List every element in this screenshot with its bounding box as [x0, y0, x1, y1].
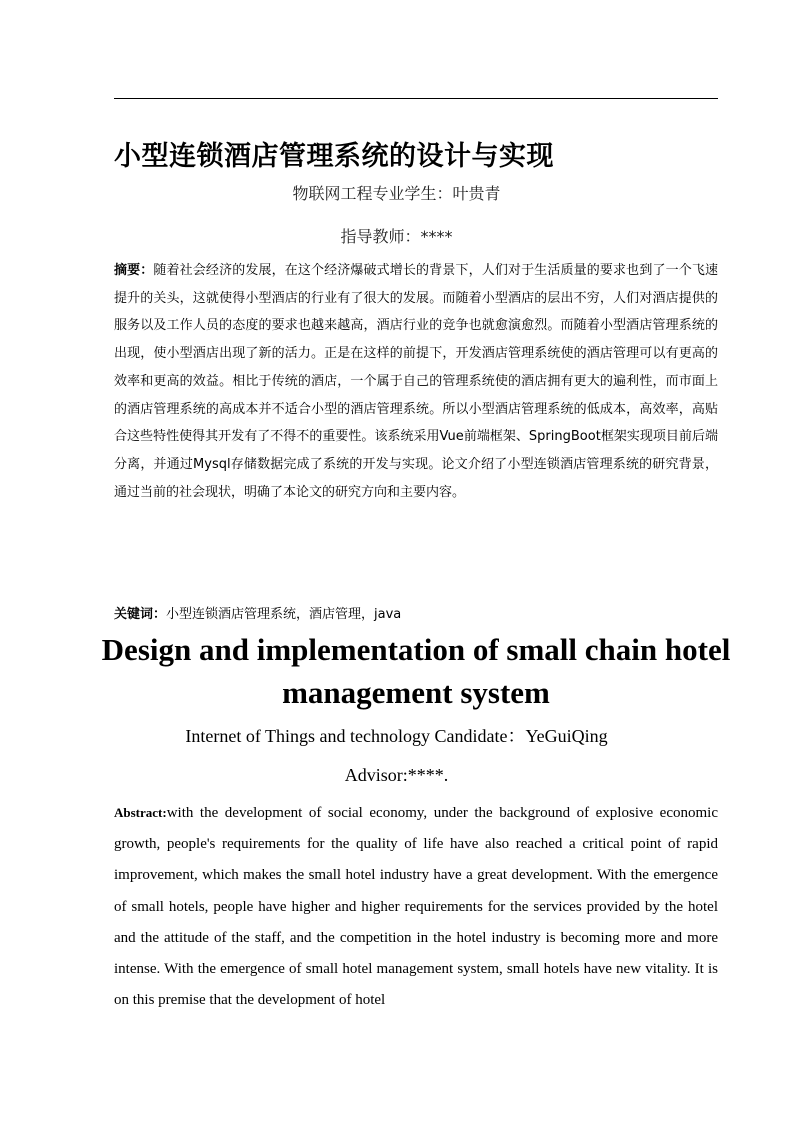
english-advisor-line: Advisor:****. [344, 765, 449, 785]
chinese-keywords-label: 关键词： [114, 607, 167, 622]
english-title: Design and implementation of small chain hotel management system [101, 632, 731, 710]
english-abstract-text: with the development of social economy, under the background of explosive economic growth, people's requirements for the quality of life have also reached a critical point of rapid improvement, which makes the small hotel industry have a great development. With the emergence of small hotels, people have higher and higher requirements for the services provided by the hotel and the attitude of the staff, and the competition in the hotel industry is becoming more and more intense. With the emergence of small hotel management system, small hotels have new vitality. It is on this premise that the development of hotel [114, 805, 718, 1009]
chinese-author-line: 物联网工程专业学生：叶贵青 [292, 184, 501, 203]
chinese-advisor-line: 指导教师：**** [340, 227, 453, 246]
chinese-title: 小型连锁酒店管理系统的设计与实现 [114, 141, 554, 172]
english-abstract [114, 797, 718, 1016]
chinese-abstract-text: 随着社会经济的发展，在这个经济爆破式增长的背景下，人们对于生活质量的要求也到了一个飞速提升的关头，这就使得小型酒店的行业有了很大的发展。而随着小型酒店的层出不穷，人们对酒店提供的服务以及工作人员的态度的要求也越来越高，酒店行业的竞争也就愈演愈烈。而随着小型酒店管理系统的出现，使小型酒店出现了新的活力。正是在这样的前提下，开发酒店管理系统使的酒店管理可以有更高的效率和更高的效益。相比于传统的酒店，一个属于自己的管理系统使的酒店拥有更大的遍利性，而市面上的酒店管理系统的高成本并不适合小型的酒店管理系统。所以小型酒店管理系统的低成本，高效率，高贴合这些特性使得其开发有了不得不的重要性。该系统采用Vue前端框架、SpringBoot框架实现项目前后端分离，并通过Mysql存储数据完成了系统的开发与实现。论文介绍了小型连锁酒店管理系统的研究背景，通过当前的社会现状，明确了本论文的研究方向和主要内容。 [114, 263, 718, 500]
chinese-abstract [114, 257, 718, 506]
chinese-keywords [114, 603, 718, 622]
english-abstract-label: Abstract: [114, 805, 167, 820]
chinese-abstract-label: 摘要： [114, 263, 154, 278]
header-rule [114, 98, 718, 99]
chinese-keywords-text: 小型连锁酒店管理系统，酒店管理，java [166, 607, 402, 622]
english-author-line: Internet of Things and technology Candidate：YeGuiQing [185, 726, 608, 746]
